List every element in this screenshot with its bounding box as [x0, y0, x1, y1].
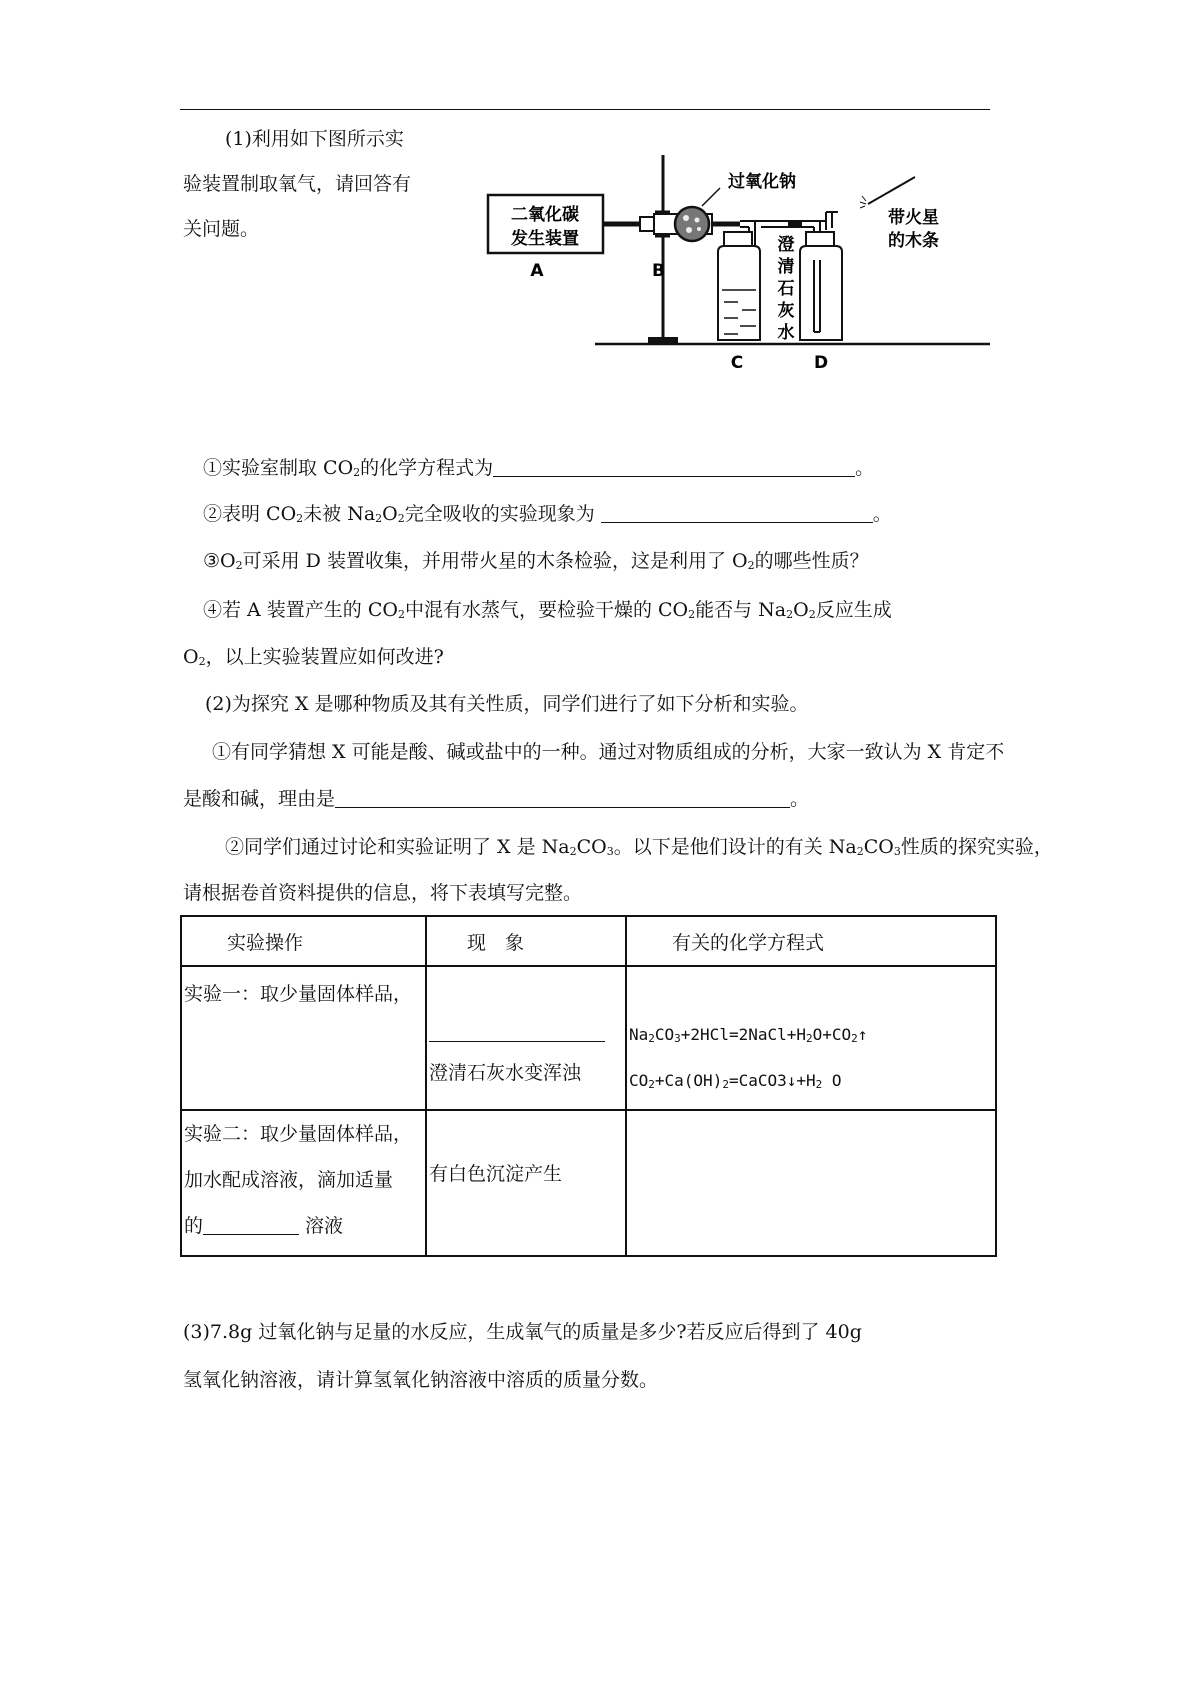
svg-text:石: 石 [777, 279, 795, 299]
q1-intro-line-1: (1)利用如下图所示实 [225, 128, 404, 150]
svg-text:清: 清 [777, 257, 795, 277]
q1-item-1: ①实验室制取 $CO_2$的化学方程式为 。 [203, 457, 875, 479]
q1-item-3: $③O_2$可采用 D 装置收集，并用带火星的木条检验，这是利用了 $O_2$的哪些性质？ [203, 550, 869, 572]
q1-intro-line-2: 验装置制取氧气，请回答有 [183, 173, 412, 195]
row1-equation-1: $Na_2CO_3+2HCl=2NaCl+H_2O+CO_2↑$ [629, 1025, 868, 1045]
row1-phenomenon-text: 澄清石灰水变浑浊 [429, 1062, 582, 1084]
svg-text:灰: 灰 [777, 301, 795, 321]
q2-p2-line-1: ②同学们通过讨论和实验证明了 X 是 $Na_2CO_3$。以下是他们设计的有关 $Na_2CO_3$性质的探究实验， [225, 836, 1053, 858]
answer-blank-1[interactable] [493, 458, 855, 477]
row2-op-line-3: 的 溶液 [184, 1215, 344, 1237]
svg-text:D: D [813, 353, 829, 373]
row1-phenomenon-blank[interactable] [429, 1011, 605, 1042]
table-row [181, 1110, 996, 1256]
svg-text:二氧化碳: 二氧化碳 [511, 205, 579, 225]
svg-text:带火星: 带火星 [888, 208, 939, 228]
row1-equations [626, 966, 996, 1110]
row1-operation [181, 966, 426, 1110]
row2-op-line-2: 加水配成溶液，滴加适量 [184, 1169, 394, 1191]
svg-text:过氧化钠: 过氧化钠 [728, 172, 796, 192]
answer-blank-reason[interactable] [335, 789, 790, 808]
svg-text:水: 水 [777, 323, 795, 343]
row1-operation-text: 实验一：取少量固体样品， [184, 983, 413, 1005]
q2-intro: (2)为探究 X 是哪种物质及其有关性质，同学们进行了如下分析和实验。 [205, 693, 809, 715]
row2-operation [181, 1110, 426, 1256]
svg-text:A: A [530, 261, 544, 281]
svg-text:发生装置: 发生装置 [511, 229, 579, 249]
svg-text:B: B [652, 261, 665, 281]
q3-line-2: 氢氧化钠溶液，请计算氢氧化钠溶液中溶质的质量分数。 [183, 1369, 659, 1391]
q2-p1-line-1: ①有同学猜想 X 可能是酸、碱或盐中的一种。通过对物质组成的分析，大家一致认为 X 肯定不 [212, 741, 1005, 763]
table-row [181, 966, 996, 1110]
row2-op-line-1: 实验二：取少量固体样品， [184, 1123, 413, 1145]
peroxide-bulb [675, 207, 709, 241]
q2-p2-line-2: 请根据卷首资料提供的信息，将下表填写完整。 [183, 882, 583, 904]
q1-item-2: ②表明 $CO_2$未被 $Na_2O_2$完全吸收的实验现象为 。 [203, 503, 892, 525]
header-operation: 实验操作 [181, 916, 426, 966]
answer-blank-2[interactable] [601, 504, 873, 523]
q1-item-4-line-2: $O_2$，以上实验装置应如何改进? [183, 646, 444, 668]
header-phenomenon: 现 象 [426, 916, 626, 966]
q2-p1-line-2: 是酸和碱，理由是 。 [183, 788, 810, 810]
header-equation: 有关的化学方程式 [626, 916, 996, 966]
apparatus-diagram [470, 150, 1010, 375]
experiment-table [180, 915, 997, 1257]
header-rule [180, 109, 990, 110]
svg-text:澄: 澄 [777, 235, 795, 255]
row2-phenomenon [426, 1110, 626, 1256]
table-header-row [181, 916, 996, 966]
row2-equation-answer[interactable] [626, 1110, 996, 1256]
q1-intro-line-3: 关问题。 [183, 218, 260, 240]
row1-equation-2: $CO_2+Ca(OH)_2=CaCO3↓+H_2$ O [629, 1071, 842, 1091]
svg-text:的木条: 的木条 [888, 231, 939, 251]
row2-phenomenon-text: 有白色沉淀产生 [429, 1163, 563, 1185]
row1-phenomenon [426, 966, 626, 1110]
q3-line-1: (3)7.8g 过氧化钠与足量的水反应，生成氧气的质量是多少?若反应后得到了 40g [183, 1321, 862, 1343]
q1-item-4: ④若 A 装置产生的 $CO_2$中混有水蒸气，要检验干燥的 $CO_2$能否与 $Na_2O_2$反应生成 [203, 599, 892, 621]
row2-reagent-blank[interactable] [203, 1216, 299, 1235]
svg-text:C: C [730, 353, 744, 373]
